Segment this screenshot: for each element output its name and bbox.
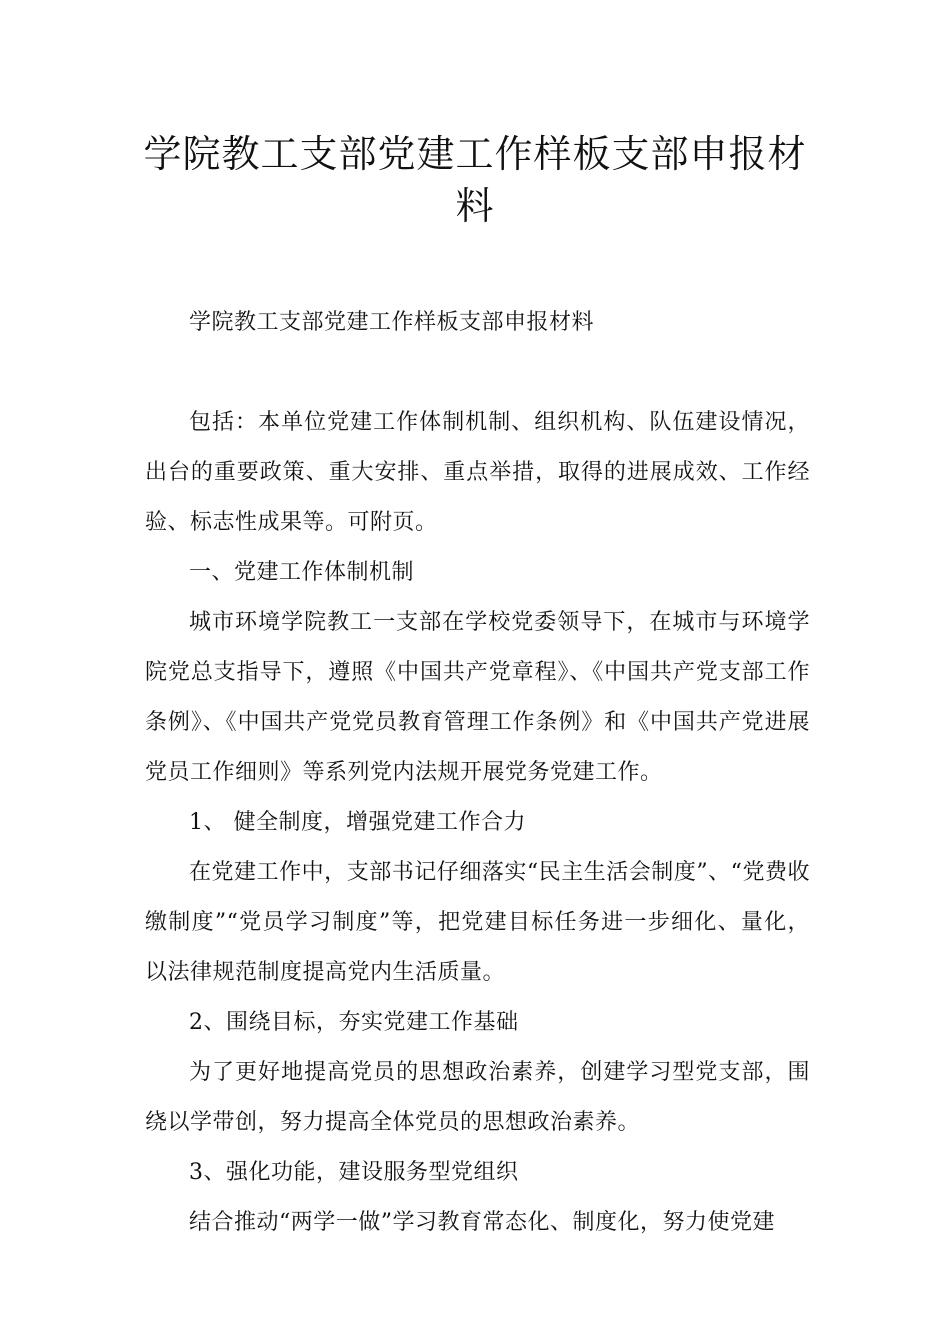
- section-heading-1: 一、党建工作体制机制: [189, 560, 415, 585]
- subsection-heading-1: 1、 健全制度，增强党建工作合力: [189, 810, 526, 835]
- scope-paragraph: 包括：本单位党建工作体制机制、组织机构、队伍建设情况，出台的重要政策、重大安排、重点举措，取得的进展成效、工作经验、标志性成果等。可附页。: [145, 410, 810, 535]
- subsection-heading-2: 2、围绕目标，夯实党建工作基础: [189, 1010, 519, 1035]
- subsection-1-paragraph: 在党建工作中，支部书记仔细落实“民主生活会制度”、“党费收缴制度”“党员学习制度”等，把党建目标任务进一步细化、量化，以法律规范制度提高党内生活质量。: [145, 860, 810, 985]
- subsection-2-paragraph: 为了更好地提高党员的思想政治素养，创建学习型党支部，围绕以学带创，努力提高全体党员的思想政治素养。: [145, 1060, 810, 1135]
- subsection-heading-3: 3、强化功能，建设服务型党组织: [189, 1160, 519, 1185]
- document-title: 学院教工支部党建工作样板支部申报材料: [143, 132, 807, 228]
- subtitle-paragraph: 学院教工支部党建工作样板支部申报材料: [189, 310, 595, 335]
- subsection-3-paragraph: 结合推动“两学一做”学习教育常态化、制度化，努力使党建: [189, 1210, 775, 1235]
- section-1-paragraph: 城市环境学院教工一支部在学校党委领导下，在城市与环境学院党总支指导下，遵照《中国共产党章程》、《中国共产党支部工作条例》、《中国共产党党员教育管理工作条例》和《中国共产党进展党员工作细则》等系列党内法规开展党务党建工作。: [145, 610, 810, 785]
